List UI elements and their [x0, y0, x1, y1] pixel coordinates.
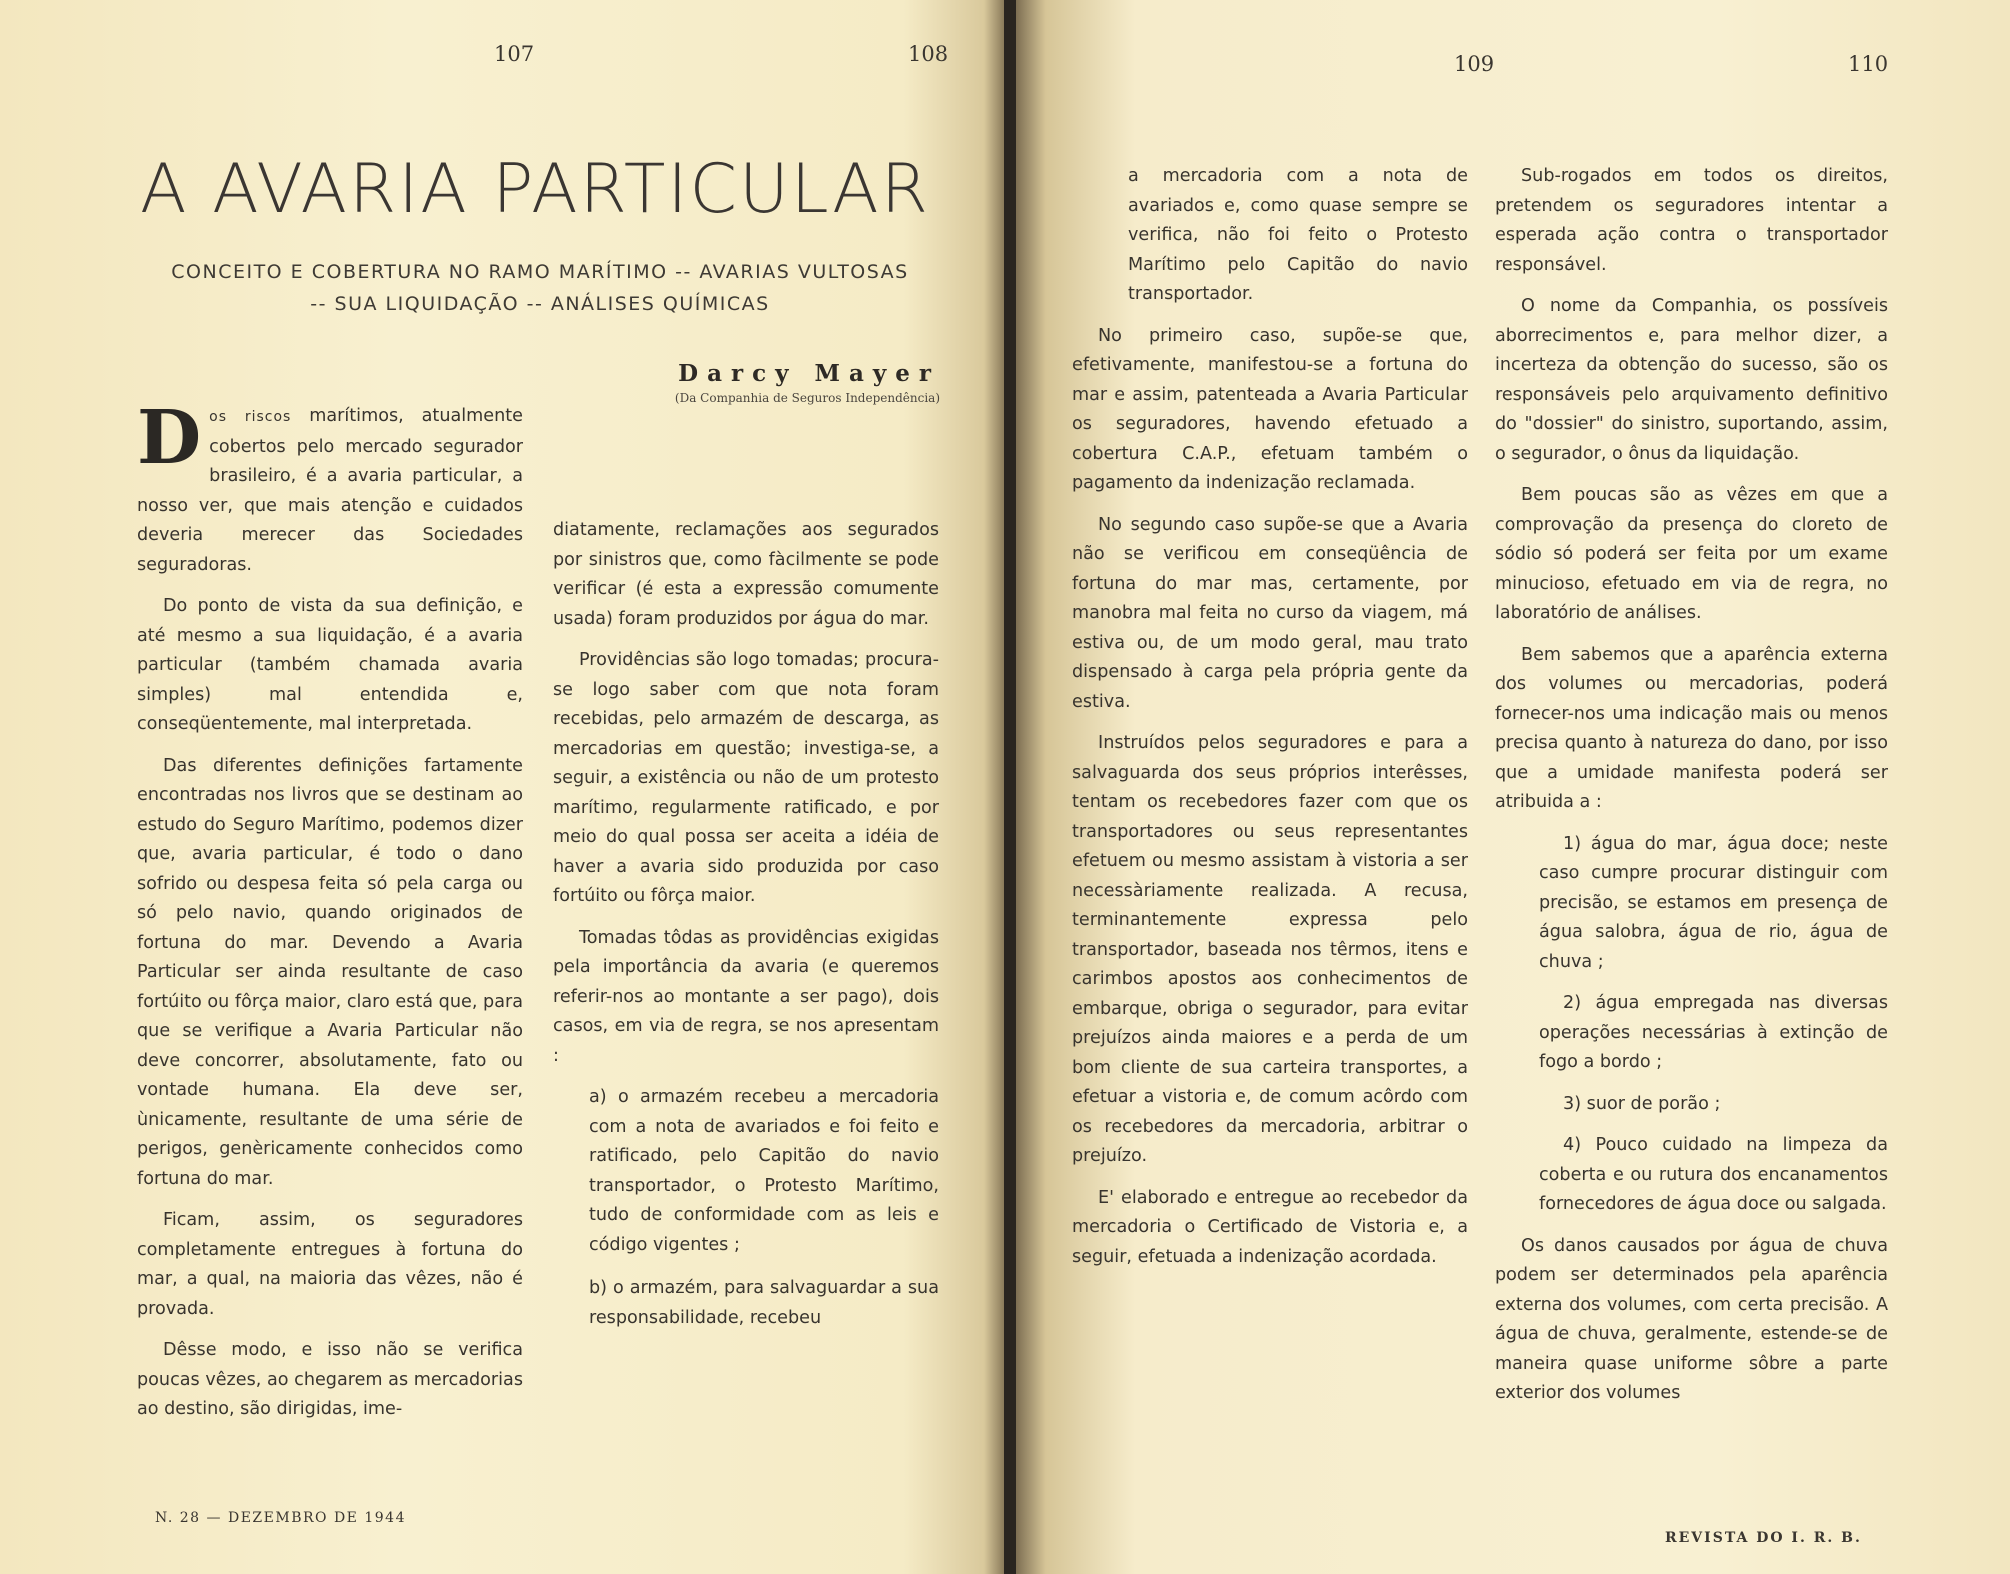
paragraph: Bem sabemos que a aparência externa dos volumes ou mercadorias, poderá fornecer-nos uma indicação mais ou menos precisa quanto à natureza do dano, por isso que a umidade manifesta poderá ser atribuida a :: [1495, 644, 1888, 812]
left-page: [0, 0, 1004, 1574]
paragraph: No segundo caso supõe-se que a Avaria não se verificou em conseqüência de fortuna do mar mas, certamente, por manobra mal feita no curso da viagem, má estiva ou, de um modo geral, mau trato dispensado à carga pela própria gente da estiva.: [1072, 514, 1468, 712]
paragraph: Dêsse modo, e isso não se verifica poucas vêzes, ao chegarem as mercadorias ao destino, são dirigidas, ime-: [137, 1340, 523, 1419]
paragraph: a mercadoria com a nota de avariados e, como quase sempre se verifica, não foi feito o Protesto Marítimo pelo Capitão do navio transportador.: [1128, 166, 1468, 304]
paragraph: Os danos causados por água de chuva podem ser determinados pela aparência externa dos volumes, com certa precisão. A água de chuva, geralmente, estende-se de maneira quase uniforme sôbre a parte exterior dos volumes: [1495, 1235, 1888, 1403]
right-page: [1016, 0, 2010, 1574]
paragraph: Do ponto de vista da sua definição, e até mesmo a sua liquidação, é a avaria particular (também chamada avaria simples) mal entendida e, conseqüentemente, mal interpretada.: [137, 596, 523, 734]
column-2: [553, 516, 939, 1347]
small-caps-text: os riscos: [209, 409, 292, 425]
page-number-110: 110: [1848, 52, 1889, 76]
paragraph: O nome da Companhia, os possíveis aborrecimentos e, para melhor dizer, a incerteza da obtenção do sucesso, são os responsáveis pelo arquivamento definitivo do "dossier" do sinistro, suportando, assim, o segurador, o ônus da liquidação.: [1495, 296, 1888, 464]
page-number-107: 107: [494, 42, 535, 66]
column-4: [1495, 162, 1888, 1421]
paragraph: diatamente, reclamações aos segurados por sinistros que, como fàcilmente se pode verificar (é esta a expressão comumente usada) foram produzidos por água do mar.: [553, 520, 939, 629]
paragraph: Ficam, assim, os seguradores completamente entregues à fortuna do mar, a qual, na maioria das vêzes, não é provada.: [137, 1210, 523, 1319]
page-number-109: 109: [1454, 52, 1495, 76]
list-item-1: 1) água do mar, água doce; neste caso cumpre procurar distinguir com precisão, se estamos em presença de água salobra, água de rio, água de chuva ;: [1539, 833, 1888, 972]
author-affiliation: (Da Companhia de Seguros Independência): [674, 391, 940, 405]
paragraph: Tomadas tôdas as providências exigidas pela importância da avaria (e queremos referir-nos ao montante a ser pago), dois casos, em via de regra, se nos apresentam :: [553, 927, 939, 1066]
subtitle-line-1: CONCEITO E COBERTURA NO RAMO MARÍTIMO -- AVARIAS VULTOSAS: [171, 261, 909, 283]
paragraph: Bem poucas são as vêzes em que a comprovação da presença do cloreto de sódio só poderá ser feita por um exame minucioso, efetuado em via de regra, no laboratório de análises.: [1495, 485, 1888, 623]
paragraph: E' elaborado e entregue ao recebedor da mercadoria o Certificado de Vistoria e, a seguir, efetuada a indenização acordada.: [1072, 1187, 1468, 1267]
paragraph: Providências são logo tomadas; procura-se logo saber com que nota foram recebidas, pelo armazém de descarga, as mercadorias em questão; investiga-se, a seguir, a existência ou não de um protesto marítimo, regularmente ratificado, e por meio do qual possa ser aceita a idéia de haver a avaria sido produzida por caso fortúito ou fôrça maior.: [553, 650, 939, 906]
paragraph: Instruídos pelos seguradores e para a salvaguarda dos seus próprios interêsses, tentam os recebedores fazer com que os transportadores ou seus representantes efetuem ou mesmo assistam à vistoria a ser necessàriamente realizada. A recusa, terminantemente expressa pelo transportador, baseada nos têrmos, itens e carimbos apostos aos conhecimentos de embarque, obriga o segurador, para evitar prejuízos ainda maiores e a perda de um bom cliente de sua carteira transportes, a efetuar a vistoria e, de comum acôrdo com os recebedores da mercadoria, arbitrar o prejuízo.: [1072, 733, 1468, 1166]
paragraph: Sub-rogados em todos os direitos, pretendem os seguradores intentar a esperada ação contra o transportador responsável.: [1495, 166, 1888, 275]
drop-cap: D: [137, 395, 202, 481]
list-item-2: 2) água empregada nas diversas operações necessárias à extinção de fogo a bordo ;: [1539, 993, 1888, 1072]
paragraph: Dos riscos marítimos, atualmente cobertos pelo mercado segurador brasileiro, é a avaria particular, a nosso ver, que mais atenção e cuidados deveria merecer das Sociedades seguradoras.: [137, 395, 523, 575]
author-block: [620, 360, 940, 405]
author-name: Darcy Mayer: [678, 360, 940, 387]
list-item-4: 4) Pouco cuidado na limpeza da coberta e ou rutura dos encanamentos fornecedores de água doce ou salgada.: [1539, 1135, 1888, 1214]
list-item-b: b) o armazém, para salvaguardar a sua responsabilidade, recebeu: [589, 1278, 939, 1328]
column-1: [137, 395, 523, 1437]
paragraph: No primeiro caso, supõe-se que, efetivamente, manifestou-se a fortuna do mar e assim, patenteada a Avaria Particular os seguradores, havendo efetuado a cobertura C.A.P., efetuam também o pagamento da indenização reclamada.: [1072, 325, 1468, 493]
article-subtitle: [140, 256, 940, 320]
list-item-a: a) o armazém recebeu a mercadoria com a nota de avariados e foi feito e ratificado, pelo Capitão do navio transportador, o Protesto Marítimo, tudo de conformidade com as leis e código vigentes ;: [589, 1087, 939, 1255]
page-number-108: 108: [908, 42, 949, 66]
paragraph: Das diferentes definições fartamente encontradas nos livros que se destinam ao estudo do Seguro Marítimo, podemos dizer que, avaria particular, é todo o dano sofrido ou despesa feita só pela carga ou só pelo navio, quando originados de fortuna do mar. Devendo a Avaria Particular ser ainda resultante de caso fortúito ou fôrça maior, claro está que, para que se verifique a Avaria Particular não deve concorrer, absolutamente, fato ou vontade humana. Ela deve ser, ùnicamente, resultante de uma série de perigos, genèricamente conhecidos como fortuna do mar.: [137, 755, 523, 1189]
article-title: A AVARIA PARTICULAR: [140, 150, 930, 229]
footer-issue: N. 28 — DEZEMBRO DE 1944: [155, 1510, 406, 1526]
footer-journal: REVISTA DO I. R. B.: [1665, 1530, 1862, 1546]
column-3: [1072, 162, 1468, 1284]
list-item-3: 3) suor de porão ;: [1563, 1093, 1721, 1114]
subtitle-line-2: -- SUA LIQUIDAÇÃO -- ANÁLISES QUÍMICAS: [310, 293, 770, 315]
